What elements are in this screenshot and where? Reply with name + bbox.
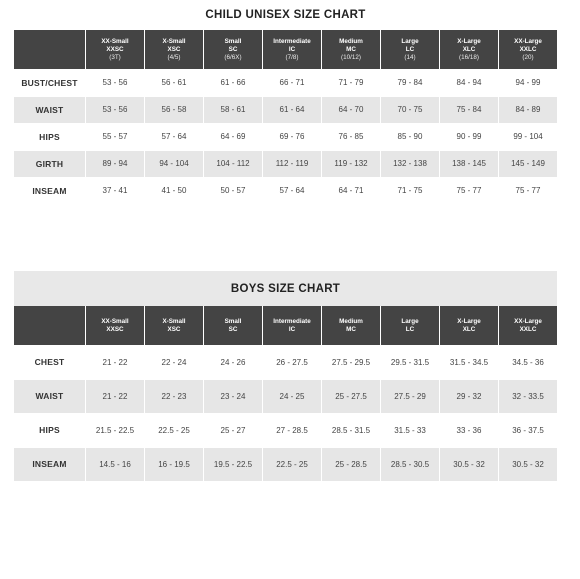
size-name: X-Large [457,37,481,45]
measurement-value: 76 - 85 [322,124,380,150]
header-corner [14,30,85,69]
measurement-value: 29.5 - 31.5 [381,346,439,379]
size-name: X-Large [457,317,481,325]
measurement-value: 61 - 66 [204,70,262,96]
measurement-value: 112 - 119 [263,151,321,177]
measurement-value: 64 - 70 [322,97,380,123]
measurement-value: 85 - 90 [381,124,439,150]
measurement-value: 64 - 69 [204,124,262,150]
size-column-header [322,306,380,345]
measurement-value: 25 - 27.5 [322,380,380,413]
size-column-header [263,306,321,345]
measurement-row [14,178,557,204]
measurement-value: 24 - 25 [263,380,321,413]
measurement-value: 138 - 145 [440,151,498,177]
size-code: IC [288,325,296,333]
measurement-value: 34.5 - 36 [499,346,557,379]
size-column-header [440,30,498,69]
measurement-value: 23 - 24 [204,380,262,413]
measurement-label: BUST/CHEST [14,70,85,96]
measurement-value: 22 - 23 [145,380,203,413]
measurement-value: 55 - 57 [86,124,144,150]
size-code: LC [405,325,415,333]
size-code: SC [228,325,238,333]
measurement-value: 84 - 89 [499,97,557,123]
size-name: XX-Large [514,37,542,45]
measurement-row [14,448,557,481]
size-name: Small [224,317,242,325]
measurement-value: 22 - 24 [145,346,203,379]
measurement-value: 30.5 - 32 [499,448,557,481]
size-code: XXSC [106,325,124,333]
size-column-header [86,30,144,69]
size-column-header [322,30,380,69]
measurement-value: 27 - 28.5 [263,414,321,447]
measurement-value: 69 - 76 [263,124,321,150]
measurement-value: 16 - 19.5 [145,448,203,481]
measurement-label: WAIST [14,380,85,413]
measurement-label: WAIST [14,97,85,123]
measurement-value: 28.5 - 31.5 [322,414,380,447]
measurement-value: 75 - 84 [440,97,498,123]
size-code: IC [288,45,296,53]
header-row [14,306,557,345]
size-note: (14) [404,53,416,61]
measurement-value: 41 - 50 [145,178,203,204]
measurement-value: 30.5 - 32 [440,448,498,481]
size-column-header [499,30,557,69]
measurement-value: 99 - 104 [499,124,557,150]
measurement-value: 22.5 - 25 [263,448,321,481]
size-name: XX-Small [101,37,129,45]
measurement-value: 19.5 - 22.5 [204,448,262,481]
measurement-value: 104 - 112 [204,151,262,177]
size-column-header [204,30,262,69]
measurement-value: 70 - 75 [381,97,439,123]
size-name: Large [401,317,419,325]
measurement-value: 31.5 - 33 [381,414,439,447]
measurement-value: 25 - 28.5 [322,448,380,481]
measurement-label: HIPS [14,414,85,447]
size-code: XXSC [106,45,124,53]
measurement-value: 31.5 - 34.5 [440,346,498,379]
measurement-value: 27.5 - 29.5 [322,346,380,379]
measurement-label: GIRTH [14,151,85,177]
measurement-value: 66 - 71 [263,70,321,96]
header-row [14,30,557,69]
measurement-value: 94 - 99 [499,70,557,96]
measurement-value: 145 - 149 [499,151,557,177]
measurement-value: 71 - 75 [381,178,439,204]
size-name: XX-Small [101,317,129,325]
measurement-row [14,97,557,123]
measurement-value: 94 - 104 [145,151,203,177]
child-unisex-size-chart [14,0,557,204]
measurement-value: 29 - 32 [440,380,498,413]
measurement-value: 119 - 132 [322,151,380,177]
size-column-header [145,306,203,345]
size-code: LC [405,45,415,53]
size-note: (20) [522,53,534,61]
measurement-row [14,414,557,447]
measurement-value: 21 - 22 [86,380,144,413]
size-name: Large [401,37,419,45]
measurement-value: 33 - 36 [440,414,498,447]
measurement-value: 21.5 - 22.5 [86,414,144,447]
measurement-value: 27.5 - 29 [381,380,439,413]
measurement-value: 56 - 61 [145,70,203,96]
measurement-value: 21 - 22 [86,346,144,379]
header-corner [14,306,85,345]
size-name: XX-Large [514,317,542,325]
measurement-row [14,380,557,413]
measurement-value: 58 - 61 [204,97,262,123]
measurement-value: 26 - 27.5 [263,346,321,379]
size-note: (10/12) [341,53,361,61]
measurement-label: CHEST [14,346,85,379]
measurement-value: 56 - 58 [145,97,203,123]
measurement-row [14,151,557,177]
size-note: (16/18) [459,53,479,61]
measurement-value: 25 - 27 [204,414,262,447]
measurement-value: 24 - 26 [204,346,262,379]
size-name: Intermediate [273,317,311,325]
size-name: Intermediate [273,37,311,45]
measurement-value: 57 - 64 [145,124,203,150]
size-code: MC [346,45,356,53]
measurement-value: 75 - 77 [499,178,557,204]
measurement-label: HIPS [14,124,85,150]
size-note: (7/8) [285,53,299,61]
measurement-value: 53 - 56 [86,97,144,123]
size-column-header [499,306,557,345]
size-name: X-Small [162,317,186,325]
measurement-value: 50 - 57 [204,178,262,204]
size-code: MC [346,325,356,333]
measurement-value: 75 - 77 [440,178,498,204]
measurement-value: 14.5 - 16 [86,448,144,481]
size-column-header [381,306,439,345]
measurement-row [14,70,557,96]
measurement-value: 37 - 41 [86,178,144,204]
size-code: XLC [462,45,476,53]
measurement-value: 71 - 79 [322,70,380,96]
size-column-header [440,306,498,345]
size-code: SC [228,45,238,53]
measurement-value: 61 - 64 [263,97,321,123]
measurement-value: 89 - 94 [86,151,144,177]
measurement-value: 64 - 71 [322,178,380,204]
chart-title: BOYS SIZE CHART [14,271,557,306]
size-note: (4/5) [167,53,181,61]
measurement-value: 84 - 94 [440,70,498,96]
measurement-value: 53 - 56 [86,70,144,96]
size-code: XLC [462,325,476,333]
size-name: Medium [339,37,363,45]
measurement-label: INSEAM [14,448,85,481]
measurement-value: 132 - 138 [381,151,439,177]
size-code: XSC [167,45,181,53]
measurement-value: 57 - 64 [263,178,321,204]
measurement-value: 22.5 - 25 [145,414,203,447]
measurement-row [14,124,557,150]
measurement-value: 28.5 - 30.5 [381,448,439,481]
size-code: XSC [167,325,181,333]
size-column-header [145,30,203,69]
size-note: (6/6X) [224,53,242,61]
measurement-value: 32 - 33.5 [499,380,557,413]
measurement-row [14,346,557,379]
size-column-header [204,306,262,345]
size-note: (3T) [109,53,121,61]
measurement-value: 90 - 99 [440,124,498,150]
size-name: Small [224,37,242,45]
boys-size-chart [14,271,557,481]
chart-title: CHILD UNISEX SIZE CHART [205,9,366,21]
size-column-header [86,306,144,345]
size-column-header [263,30,321,69]
size-code: XXLC [519,325,537,333]
size-column-header [381,30,439,69]
measurement-label: INSEAM [14,178,85,204]
measurement-value: 36 - 37.5 [499,414,557,447]
measurement-value: 79 - 84 [381,70,439,96]
size-code: XXLC [519,45,537,53]
size-name: Medium [339,317,363,325]
size-name: X-Small [162,37,186,45]
